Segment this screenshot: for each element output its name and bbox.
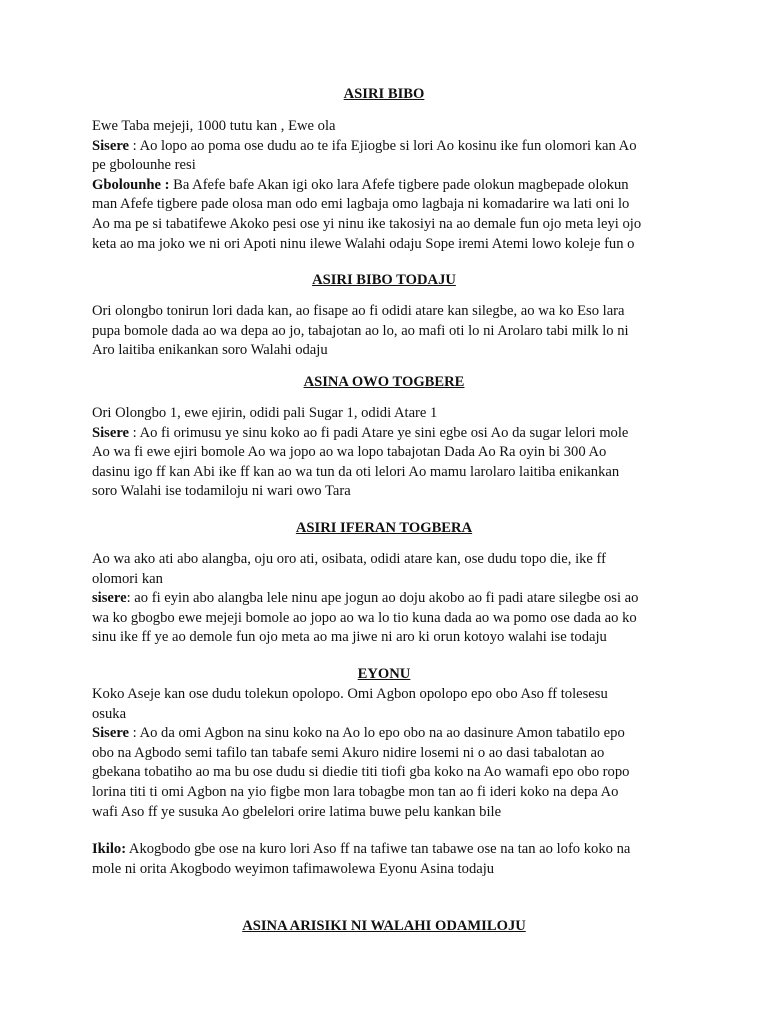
label-sisere: Sisere [92,725,130,742]
section-heading-asiri-bibo-todaju: ASIRI BIBO TODAJU [312,272,456,288]
text-line: pe gbolounhe resi [92,157,196,174]
text-line: wa ko gbogbo ewe mejeji bomole ao jopo ao wa lo tio kuna dada ao wa pomo ose dada ao ko [92,609,637,626]
text-line: gbekana tobatiho ao ma bu ose dudu si diedie titi tiofi gba koko na Ao wamafi epo obo ropo [92,764,630,781]
label-gbolounhe: Gbolounhe : [92,176,170,193]
label-sisere: sisere [92,590,127,607]
text-line: man Afefe tigbere pade olosa man odo emi lagbaja omo lagbaja ni komadarire wa lati oni lo [92,196,630,213]
section-heading-asina-arisiki: ASINA ARISIKI NI WALAHI ODAMILOJU [242,918,526,934]
text-run: : Ao da omi Agbon na sinu koko na Ao lo epo obo na ao dasinure Amon tabatilo epo [129,725,625,742]
label-ikilo: Ikilo: [92,841,127,857]
text-line: Ao wa ako ati abo alangba, oju oro ati, osibata, odidi atare kan, ose dudu topo die, ike ff [92,551,607,567]
section-heading-asiri-iferan-togbera: ASIRI IFERAN TOGBERA [295,520,473,536]
text-line: sinu ike ff ye ao demole fun ojo meta ao ma jiwe ni aro ki orun kotoyo walahi ise todaju [92,629,607,646]
text-line [92,137,682,157]
section-body-asina-owo-togbere [92,404,682,502]
section-heading-eyonu: EYONU [357,666,411,682]
text-line: pupa bomole dada ao wa depa ao jo, tabajotan ao lo, ao mafi oti lo ni Arolaro tabi milk lo ni [92,322,629,339]
section-body-asiri-bibo-todaju [92,302,682,361]
text-line: Ao ma pe si tabatifewe Akoko pesi ose yi ninu ike takosiyi na ao demale fun ojo meta leyi ojo [92,215,642,232]
section-heading-asiri-bibo: ASIRI BIBO [343,86,425,102]
text-line: osuka [92,705,127,722]
text-line: lorina titi ti omi Agbon na yio figbe mon lara tobagbe mon tan ao fi ideri koko na depa Ao [92,783,619,800]
text-run: : ao fi eyin abo alangba lele ninu ape jogun ao doju akobo ao fi padi atare silegbe osi ao [126,590,639,607]
text-line: olomori kan [92,570,163,587]
section-body-eyonu [92,685,682,822]
text-line [92,424,682,444]
text-line: dasinu igo ff kan Abi ike ff kan ao wa tun da oti lelori Ao mamu larolaro laitiba enikankan [92,463,620,480]
text-line: Koko Aseje kan ose dudu tolekun opolopo. Omi Agbon opolopo epo obo Aso ff tolesesu [92,686,608,702]
label-sisere: Sisere [92,137,130,154]
text-run: Ba Afefe bafe Akan igi oko lara Afefe tigbere pade olokun magbepade olokun [169,176,629,193]
text-line: Ori Olongbo 1, ewe ejirin, odidi pali Sugar 1, odidi Atare 1 [92,405,438,421]
text-line: Ori olongbo tonirun lori dada kan, ao fisape ao fi odidi atare kan silegbe, ao wa ko Eso lara [92,303,625,319]
text-run: Akogbodo gbe ose na kuro lori Aso ff na tafiwe tan tabawe ose na tan ao lofo koko na [126,841,631,857]
text-line: Aro laitiba enikankan soro Walahi odaju [92,342,328,359]
text-line: Ao wa fi ewe ejiri bomole Ao wa jopo ao wa lopo tabajotan Dada Ao Ra oyin bi 300 Ao [92,444,607,461]
text-line [92,176,682,196]
text-line: obo na Agbodo semi tafilo tan tabafe semi Akuro nidire losemi ni o ao dasi tabalotan ao [92,744,605,761]
section-heading-asina-owo-togbere: ASINA OWO TOGBERE [303,374,465,390]
label-sisere: Sisere [92,424,130,441]
text-line [92,840,682,860]
text-run: : Ao lopo ao poma ose dudu ao te ifa Ejiogbe si lori Ao kosinu ike fun olomori kan Ao [129,137,637,154]
text-run: : Ao fi orimusu ye sinu koko ao fi padi Atare ye sini egbe osi Ao da sugar lelori mole [129,424,629,441]
warning-paragraph-ikilo [92,840,682,879]
text-line: soro Walahi ise todamiloju ni wari owo Tara [92,483,351,500]
text-line: mole ni orita Akogbodo weyimon tafimawolewa Eyonu Asina todaju [92,860,495,877]
text-line: keta ao ma joko we ni ori Apoti ninu ilewe Walahi odaju Sope iremi Atemi lowo koleje fun o [92,235,635,252]
section-body-asiri-iferan-togbera [92,550,682,648]
text-line [92,589,682,609]
text-line: Ewe Taba mejeji, 1000 tutu kan , Ewe ola [92,118,336,134]
section-body-asiri-bibo [92,117,682,254]
text-line: wafi Aso ff ye susuka Ao gbelelori orire latima buwe pelu kankan bile [92,803,502,820]
text-line [92,724,682,744]
